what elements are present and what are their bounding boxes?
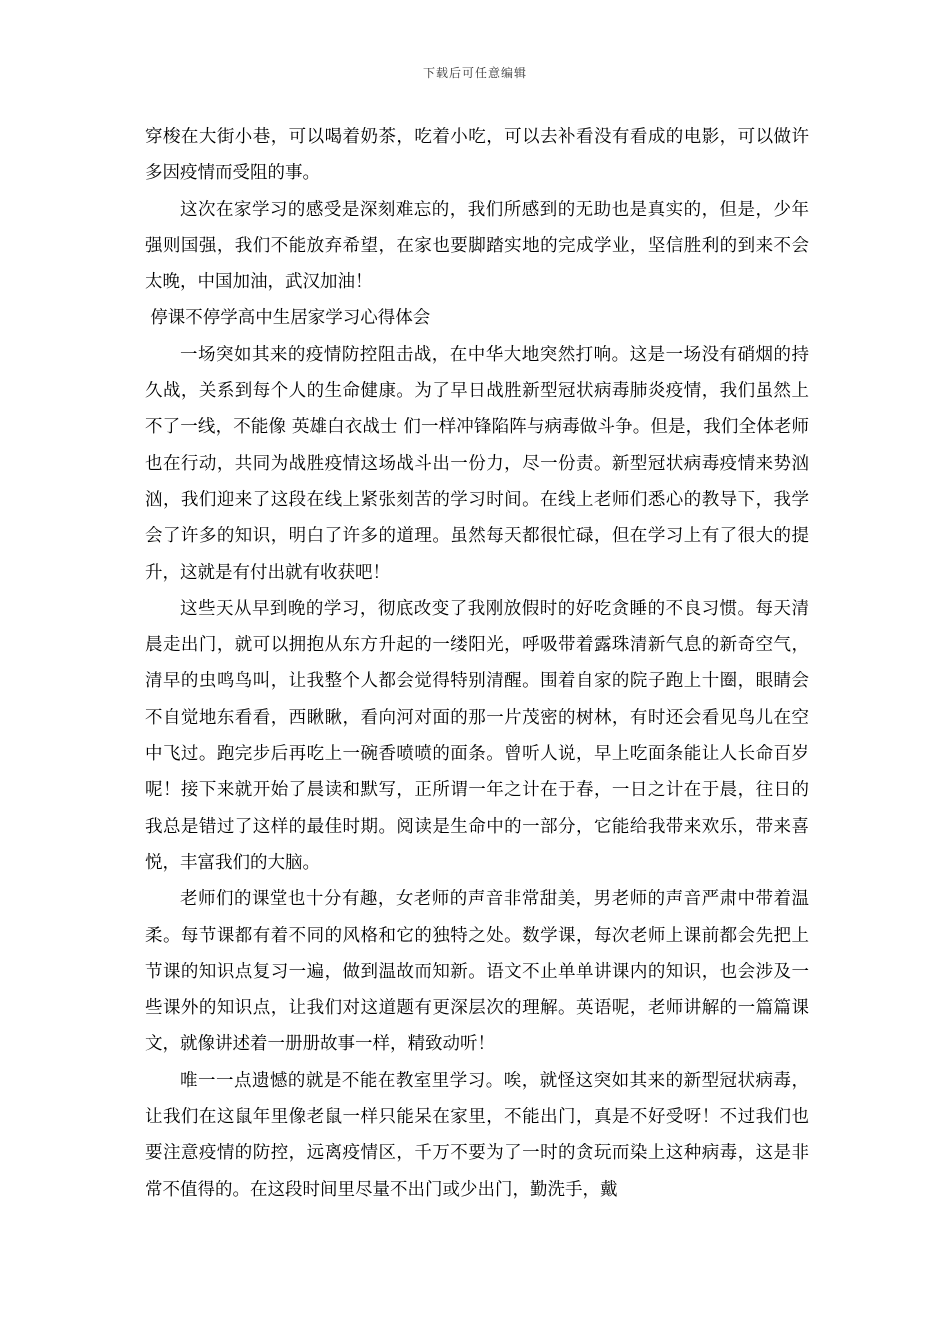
paragraph: 唯一一点遗憾的就是不能在教室里学习。唉，就怪这突如其来的新型冠状病毒，让我们在这鼠年里像老鼠一样只能呆在家里，不能出门，真是不好受呀！不过我们也要注意疫情的防控，远离疫情区，千万不要为了一时的贪玩而染上这种病毒，这是非常不值得的。在这段时间里尽量不出门或少出门，勤洗手，戴: [145, 1070, 809, 1200]
section-title: 停课不停学高中生居家学习心得体会: [150, 308, 431, 329]
paragraph: 一场突如其来的疫情防控阻击战，在中华大地突然打响。这是一场没有硝烟的持久战，关系到每个人的生命健康。为了早日战胜新型冠状病毒肺炎疫情，我们虽然上不了一线，不能像 英雄白衣战士 们一样冲锋陷阵与病毒做斗争。但是，我们全体老师也在行动，共同为战胜疫情这场战斗出一份力，尽一份责。新型冠状病毒疫情来势汹汹，我们迎来了这段在线上紧张刻苦的学习时间。在线上老师们悉心的教导下，我学会了许多的知识，明白了许多的道理。虽然每天都很忙碌，但在学习上有了很大的提升，这就是有付出就有收获吧！: [145, 344, 809, 583]
paragraph: 这些天从早到晚的学习，彻底改变了我刚放假时的好吃贪睡的不良习惯。每天清晨走出门，就可以拥抱从东方升起的一缕阳光，呼吸带着露珠清新气息的新奇空气，清早的虫鸣鸟叫，让我整个人都会觉得特别清醒。围着自家的院子跑上十圈，眼睛会不自觉地东看看，西瞅瞅，看向河对面的那一片茂密的树林，有时还会看见鸟儿在空中飞过。跑完步后再吃上一碗香喷喷的面条。曾听人说，早上吃面条能让人长命百岁呢！接下来就开始了晨读和默写，正所谓一年之计在于春，一日之计在于晨，往日的我总是错过了这样的最佳时期。阅读是生命中的一部分，它能给我带来欢乐，带来喜悦，丰富我们的大脑。: [145, 598, 809, 873]
paragraph: 这次在家学习的感受是深刻难忘的，我们所感到的无助也是真实的，但是，少年强则国强，我们不能放弃希望，在家也要脚踏实地的完成学业，坚信胜利的到来不会太晚，中国加油，武汉加油！: [145, 199, 809, 293]
document-body: [145, 119, 809, 1208]
paragraph-continuation: 穿梭在大街小巷，可以喝着奶茶，吃着小吃，可以去补看没有看成的电影，可以做许多因疫情而受阻的事。: [145, 127, 809, 184]
paragraph: 老师们的课堂也十分有趣，女老师的声音非常甜美，男老师的声音严肃中带着温柔。每节课都有着不同的风格和它的独特之处。数学课，每次老师上课前都会先把上节课的知识点复习一遍，做到温故而知新。语文不止单单讲课内的知识，也会涉及一些课外的知识点，让我们对这道题有更深层次的理解。英语呢，老师讲解的一篇篇课文，就像讲述着一册册故事一样，精致动听！: [145, 889, 809, 1055]
page-header: 下载后可任意编辑: [422, 66, 527, 80]
